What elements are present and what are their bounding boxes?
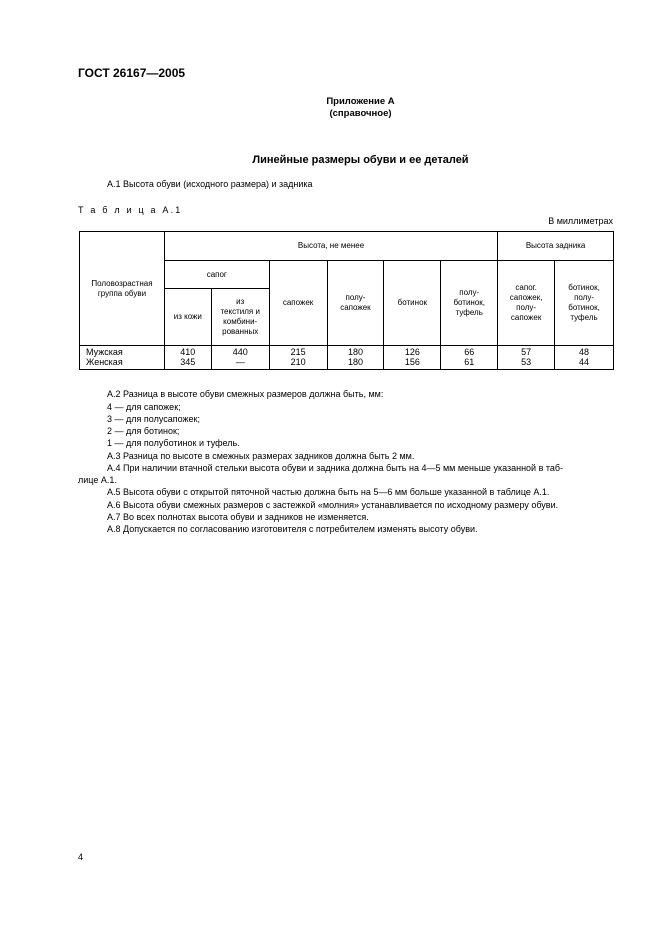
cell-polusapozhek: 180 180: [327, 346, 384, 370]
paragraph-a7: А.7 Во всех полнотах высота обуви и задников не изменяется.: [107, 512, 369, 522]
header-boots: сапог: [164, 261, 269, 289]
header-heel-height: Высота задника: [498, 232, 614, 261]
header-sapozhek: сапожек: [269, 261, 327, 346]
paragraph-a2: А.2 Разница в высоте обуви смежных размеров должна быть, мм:: [107, 389, 384, 399]
header-group: Половозрастная группа обуви: [80, 232, 165, 346]
cell-heel-boots: 57 53: [498, 346, 555, 370]
cell-botinok: 126 156: [384, 346, 441, 370]
header-botinok: ботинок: [384, 261, 441, 346]
header-heel-boots: сапог. сапожек, полу- сапожек: [498, 261, 555, 346]
paragraph-a6: А.6 Высота обуви смежных размеров с застежкой «молния» устанавливается по исходному размеру обуви.: [107, 500, 559, 510]
header-polubotinok: полу- ботинок, туфель: [441, 261, 498, 346]
cell-polubotinok: 66 61: [441, 346, 498, 370]
paragraph-a4-continued: лице А.1.: [78, 475, 117, 485]
cell-boots-leather: 410 345: [164, 346, 211, 370]
paragraph-a4: А.4 При наличии втачной стельки высота обуви и задника должна быть на 4—5 мм меньше указанной в таб-: [107, 463, 564, 473]
paragraph-a5: А.5 Высота обуви с открытой пяточной частью должна быть на 5—6 мм больше указанной в таблице А.1.: [107, 487, 550, 497]
list-item: 3 — для полусапожек;: [107, 414, 200, 424]
annex-type: (справочное): [329, 108, 392, 119]
list-item: 1 — для полуботинок и туфель.: [107, 438, 240, 448]
cell-heel-shoes: 48 44: [555, 346, 614, 370]
header-polusapozhek: полу- сапожек: [327, 261, 384, 346]
header-heel-shoes: ботинок, полу- ботинок, туфель: [555, 261, 614, 346]
header-height-min: Высота, не менее: [164, 232, 497, 261]
page-number: 4: [78, 852, 84, 862]
cell-boots-textile: 440 —: [211, 346, 269, 370]
header-boots-leather: из кожи: [164, 289, 211, 346]
table-units: В миллиметрах: [548, 216, 613, 226]
standard-code: ГОСТ 26167—2005: [78, 66, 186, 80]
paragraph-a3: А.3 Разница по высоте в смежных размерах задников должна быть 2 мм.: [107, 451, 415, 461]
list-item: 4 — для сапожек;: [107, 402, 181, 412]
table-caption: Т а б л и ц а А.1: [78, 205, 183, 215]
header-boots-textile: из текстиля и комбини- рованных: [211, 289, 269, 346]
cell-sapozhek: 215 210: [269, 346, 327, 370]
paragraph-a1: А.1 Высота обуви (исходного размера) и задника: [107, 179, 313, 189]
paragraph-a8: А.8 Допускается по согласованию изготовителя с потребителем изменять высоту обуви.: [107, 524, 478, 534]
dimensions-table: [79, 231, 614, 370]
cell-group: Мужская Женская: [80, 346, 165, 370]
annex-title: Приложение А: [326, 96, 395, 107]
section-title: Линейные размеры обуви и ее деталей: [252, 154, 469, 166]
table-row: [80, 346, 614, 370]
list-item: 2 — для ботинок;: [107, 426, 180, 436]
